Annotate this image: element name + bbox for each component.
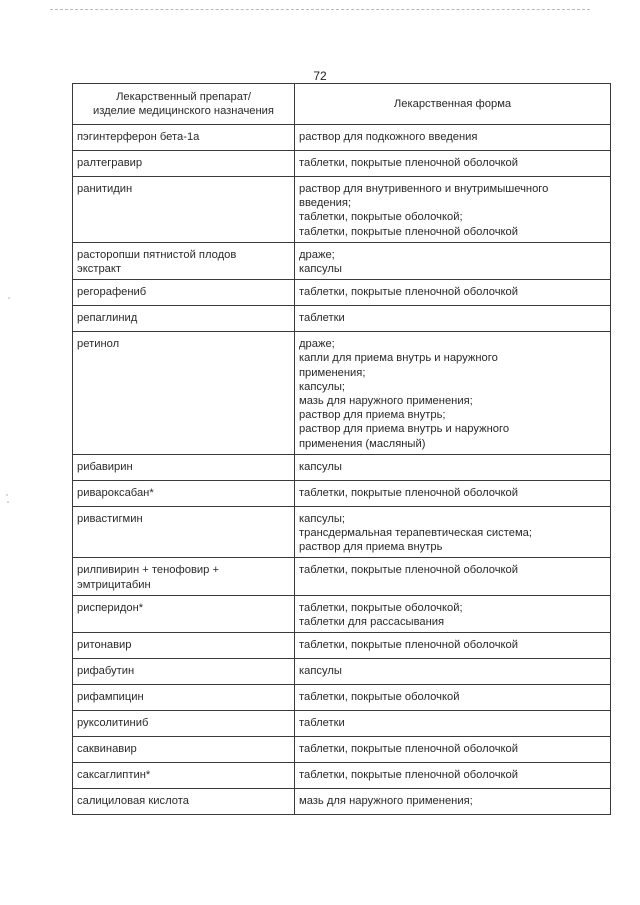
drug-name: рифампицин [77,691,144,704]
dosage-form: трансдермальная терапевтическая система; [299,527,533,540]
dosage-form-cell [295,280,611,306]
dosage-form: таблетки, покрытые пленочной оболочкой [299,486,519,499]
drug-name: пэгинтерферон бета-1а [77,131,200,143]
scan-artifact-dot [7,501,9,503]
drug-name: рисперидон* [77,601,144,614]
table-row [73,151,611,177]
dosage-form: мазь для наружного применения; [299,395,473,408]
table-row [73,480,611,506]
dosage-form: раствор для приема внутрь [299,541,443,554]
drug-name-cell [73,332,295,455]
drug-name: регорафениб [77,286,147,299]
dosage-form: капсулы [299,665,342,678]
drug-name: руксолитиниб [77,717,149,730]
dosage-form-cell [295,332,611,455]
table-row [73,685,611,711]
dosage-form-cell [295,633,611,659]
dosage-form: таблетки, покрытые пленочной оболочкой [299,157,519,169]
dosage-form: таблетки [299,717,345,730]
drug-name: эмтрицитабин [77,578,151,591]
header-form-label: Лекарственная форма [393,97,512,110]
drug-name: рилпивирин + тенофовир + [77,564,220,577]
table-row [73,737,611,763]
table-body [73,125,611,815]
drug-name: ралтегравир [77,157,143,169]
header-drug [73,84,295,125]
dosage-form-cell [295,306,611,332]
header-form [295,84,611,125]
table-row [73,454,611,480]
dosage-form: драже; [299,338,335,351]
dosage-form: раствор для приема внутрь; [299,409,446,422]
dosage-form-cell [295,659,611,685]
dosage-form-cell [295,685,611,711]
drug-name: экстракт [77,263,122,276]
table-row [73,242,611,279]
table-row [73,633,611,659]
drug-name: ретинол [77,338,120,351]
drug-table [72,83,611,815]
dosage-form: таблетки, покрытые пленочной оболочкой [299,639,519,652]
dosage-form: мазь для наружного применения; [299,795,473,808]
dosage-form: капли для приема внутрь и наружного [299,352,498,365]
dosage-form: таблетки, покрытые оболочкой; [299,601,463,614]
drug-name: салициловая кислота [77,795,189,808]
drug-name-cell [73,242,295,279]
dosage-form-cell [295,595,611,632]
dosage-form: таблетки, покрытые пленочной оболочкой [299,743,519,756]
dosage-form: введения; [299,197,352,210]
header-drug-line: изделие медицинского назначения [93,105,274,117]
drug-name-cell [73,306,295,332]
dosage-form: таблетки, покрытые оболочкой [299,691,460,704]
table-row [73,306,611,332]
table-row [73,711,611,737]
dosage-form-cell [295,480,611,506]
dosage-form-cell [295,454,611,480]
drug-name-cell [73,454,295,480]
drug-name-cell [73,506,295,558]
dosage-form: раствор для приема внутрь и наружного [299,423,510,436]
dosage-form: таблетки, покрытые пленочной оболочкой [299,564,519,577]
table-row [73,280,611,306]
dosage-form-cell [295,242,611,279]
drug-name-cell [73,789,295,815]
scan-artifact-dot [8,297,10,299]
table-row [73,558,611,595]
dosage-form-cell [295,558,611,595]
drug-name: репаглинид [77,312,138,325]
drug-name: ривастигмин [77,512,143,525]
dosage-form: капсулы [299,263,342,276]
dosage-form-cell [295,151,611,177]
drug-name: саквинавир [77,743,137,756]
dosage-form-cell [295,177,611,243]
table-row [73,332,611,455]
dosage-form: таблетки [299,312,345,325]
drug-name-cell [73,595,295,632]
dosage-form: капсулы [299,460,342,473]
scan-artifact-dot [6,494,8,496]
dosage-form-cell [295,763,611,789]
dosage-form: таблетки, покрытые оболочкой; [299,211,463,224]
dosage-form: капсулы; [299,380,346,393]
dosage-form: драже; [299,248,335,261]
drug-name-cell [73,151,295,177]
drug-name: ритонавир [77,639,132,652]
header-drug-line: Лекарственный препарат/ [116,90,251,103]
drug-name: рибавирин [77,460,133,473]
dosage-form-cell [295,737,611,763]
dosage-form: таблетки, покрытые пленочной оболочкой [299,769,519,782]
dosage-form-cell [295,506,611,558]
table-row [73,763,611,789]
table-row [73,125,611,151]
drug-name-cell [73,711,295,737]
table-header-row [73,84,611,125]
drug-name: расторопши пятнистой плодов [77,248,237,261]
dosage-form-cell [295,125,611,151]
drug-name-cell [73,685,295,711]
page-number: 72 [313,69,327,83]
drug-name-cell [73,125,295,151]
drug-name-cell [73,280,295,306]
table-row [73,595,611,632]
drug-name-cell [73,480,295,506]
dosage-form-cell [295,711,611,737]
table-row [73,177,611,243]
drug-name-cell [73,558,295,595]
drug-name-cell [73,737,295,763]
table-row [73,506,611,558]
table-row [73,659,611,685]
dosage-form: таблетки, покрытые пленочной оболочкой [299,286,519,299]
dosage-form: капсулы; [299,512,346,525]
drug-name: ривароксабан* [77,486,154,499]
drug-name: рифабутин [77,665,135,678]
dosage-form: применения (масляный) [299,437,426,450]
drug-name-cell [73,763,295,789]
drug-name-cell [73,659,295,685]
dosage-form: применения; [299,366,366,379]
dosage-form-cell [295,789,611,815]
drug-name-cell [73,177,295,243]
dosage-form: таблетки, покрытые пленочной оболочкой [299,225,519,238]
drug-name: саксаглиптин* [77,769,151,782]
dosage-form: раствор для подкожного введения [299,131,478,143]
dosage-form: раствор для внутривенного и внутримышечного [299,183,549,195]
scan-artifact-line [50,9,590,10]
dosage-form: таблетки для рассасывания [299,616,445,629]
table-row [73,789,611,815]
drug-name-cell [73,633,295,659]
drug-name: ранитидин [77,183,133,195]
